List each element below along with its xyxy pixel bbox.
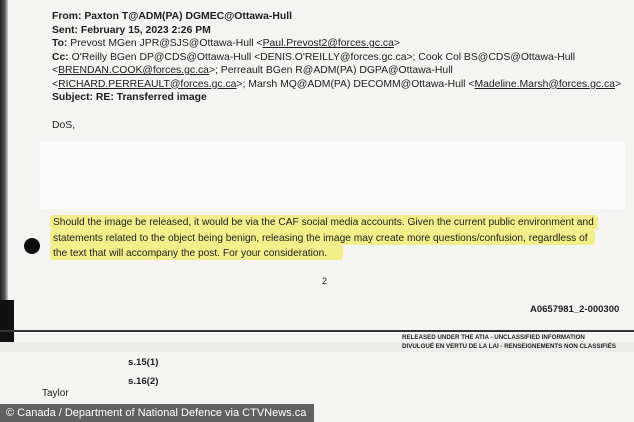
body-paragraph: [53, 215, 613, 262]
release-notice: RELEASED UNDER THE ATIA - UNCLASSIFIED INFORMATION DIVULGUÉ EN VERTU DE LA LAI - RENSEIGNEMENTS NON CLASSIFIÉS: [402, 334, 616, 350]
cc-email-oreilly[interactable]: DENIS.O'REILLY@forces.gc.ca: [260, 51, 407, 63]
sent-value: February 15, 2023 2:26 PM: [80, 24, 211, 36]
exemption-s16: s.16(2): [128, 376, 159, 387]
scan-edge: [0, 0, 8, 300]
subject-row: Subject: RE: Transferred image: [52, 92, 207, 103]
email-header: [52, 10, 627, 105]
signature: Taylor: [42, 388, 69, 399]
cc-email-marsh[interactable]: Madeline.Marsh@forces.gc.ca: [474, 78, 615, 90]
redacted-block: [40, 141, 625, 209]
scan-edge-lower: [0, 300, 14, 342]
to-row: To: Prevost MGen JPR@SJS@Ottawa-Hull <Paul.Prevost2@forces.gc.ca>: [52, 38, 400, 49]
paragraph-line: the text that will accompany the post. For your consideration.: [53, 248, 328, 260]
salutation: DoS,: [52, 120, 76, 131]
page-number: 2: [322, 276, 328, 286]
cc-row-1: Cc: O'Reilly BGen DP@CDS@Ottawa-Hull <DENIS.O'REILLY@forces.gc.ca>; Cook Col BS@CDS@Ottawa-Hull: [52, 51, 576, 63]
cc-row-2: <BRENDAN.COOK@forces.gc.ca>; Perreault BGen R@ADM(PA) DGPA@Ottawa-Hull: [52, 65, 453, 76]
document-id: A0657981_2-000300: [530, 304, 620, 315]
cc-email-perreault[interactable]: RICHARD.PERREAULT@forces.gc.ca: [58, 78, 237, 90]
subject-value: RE: Transferred image: [95, 92, 207, 103]
from-value: Paxton T@ADM(PA) DGMEC@Ottawa-Hull: [84, 11, 293, 22]
from-row: From: Paxton T@ADM(PA) DGMEC@Ottawa-Hull: [52, 11, 293, 22]
page-separator: [0, 330, 634, 332]
to-email-link[interactable]: Paul.Prevost2@forces.gc.ca: [262, 38, 394, 49]
paragraph-line: Should the image be released, it would be via the CAF social media accounts. Given the current public environment and: [53, 217, 594, 228]
sent-row: Sent: February 15, 2023 2:26 PM: [52, 24, 211, 36]
cc-email-cook[interactable]: BRENDAN.COOK@forces.gc.ca: [58, 65, 209, 76]
cc-row-3: <RICHARD.PERREAULT@forces.gc.ca>; Marsh MQ@ADM(PA) DECOMM@Ottawa-Hull <Madeline.Marsh@forces.gc.ca>: [52, 78, 622, 90]
hole-punch-mark: [24, 238, 40, 254]
paragraph-line: statements related to the object being benign, releasing the image may create more questions/confusion, regardless of: [53, 232, 588, 244]
image-credit: © Canada / Department of National Defence via CTVNews.ca: [0, 404, 314, 422]
exemption-s15: s.15(1): [128, 357, 159, 368]
